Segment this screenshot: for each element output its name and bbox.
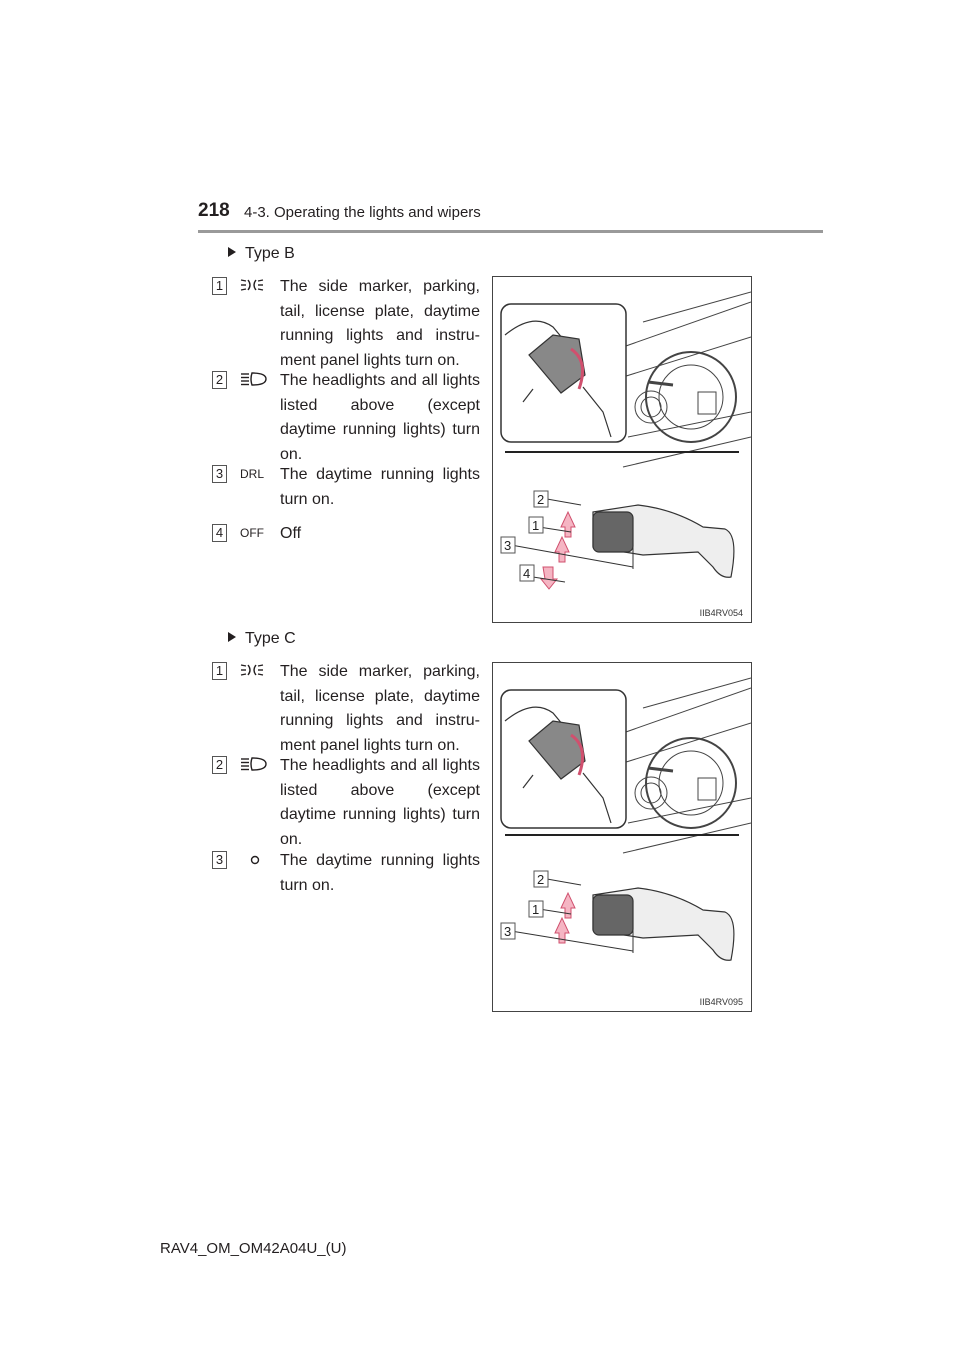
side-lights-icon [240, 662, 284, 680]
section-title: 4-3. Operating the lights and wipers [244, 204, 481, 221]
item-description: The side marker, parking, tail, license plate, daytime running lights and instru-ment panel lights turn on. [280, 663, 480, 754]
side-lights-icon [240, 277, 284, 295]
callout-3: 3 [504, 538, 512, 553]
light-switch-illustration [493, 663, 751, 1011]
item-number: 1 [212, 662, 227, 680]
item-number: 1 [212, 277, 227, 295]
item-number: 3 [212, 851, 227, 869]
callout-2: 2 [537, 872, 545, 887]
item-number: 2 [212, 756, 227, 774]
type-b-figure [492, 276, 752, 623]
triangle-bullet-icon [228, 247, 236, 257]
type-b-heading: Type B [228, 245, 295, 263]
page-number: 218 [198, 200, 230, 221]
header-rule [198, 230, 823, 233]
item-description: The headlights and all lights listed above (except daytime running lights) turn on. [280, 372, 480, 463]
footer-doc-code: RAV4_OM_OM42A04U_(U) [160, 1240, 347, 1257]
callout-4: 4 [523, 566, 531, 581]
item-number: 4 [212, 524, 227, 542]
headlight-icon [240, 371, 284, 389]
item-number: 2 [212, 371, 227, 389]
off-label: OFF [240, 526, 264, 540]
page-header [198, 200, 823, 236]
type-c-heading: Type C [228, 630, 296, 648]
figure-code: IIB4RV054 [699, 608, 743, 618]
small-circle-icon [240, 851, 284, 869]
headlight-icon [240, 756, 284, 774]
type-c-figure [492, 662, 752, 1012]
callout-3: 3 [504, 924, 512, 939]
item-description: Off [280, 525, 302, 542]
triangle-bullet-icon [228, 632, 236, 642]
item-description: The headlights and all lights listed above (except daytime running lights) turn on. [280, 757, 480, 848]
callout-1: 1 [532, 902, 540, 917]
callout-2: 2 [537, 492, 545, 507]
light-switch-illustration [493, 277, 751, 622]
callout-1: 1 [532, 518, 540, 533]
figure-code: IIB4RV095 [699, 997, 743, 1007]
item-number: 3 [212, 465, 227, 483]
item-description: The side marker, parking, tail, license plate, daytime running lights and instru-ment panel lights turn on. [280, 278, 480, 369]
item-description: The daytime running lights turn on. [280, 466, 480, 508]
drl-label: DRL [240, 467, 265, 481]
item-description: The daytime running lights turn on. [280, 852, 480, 894]
